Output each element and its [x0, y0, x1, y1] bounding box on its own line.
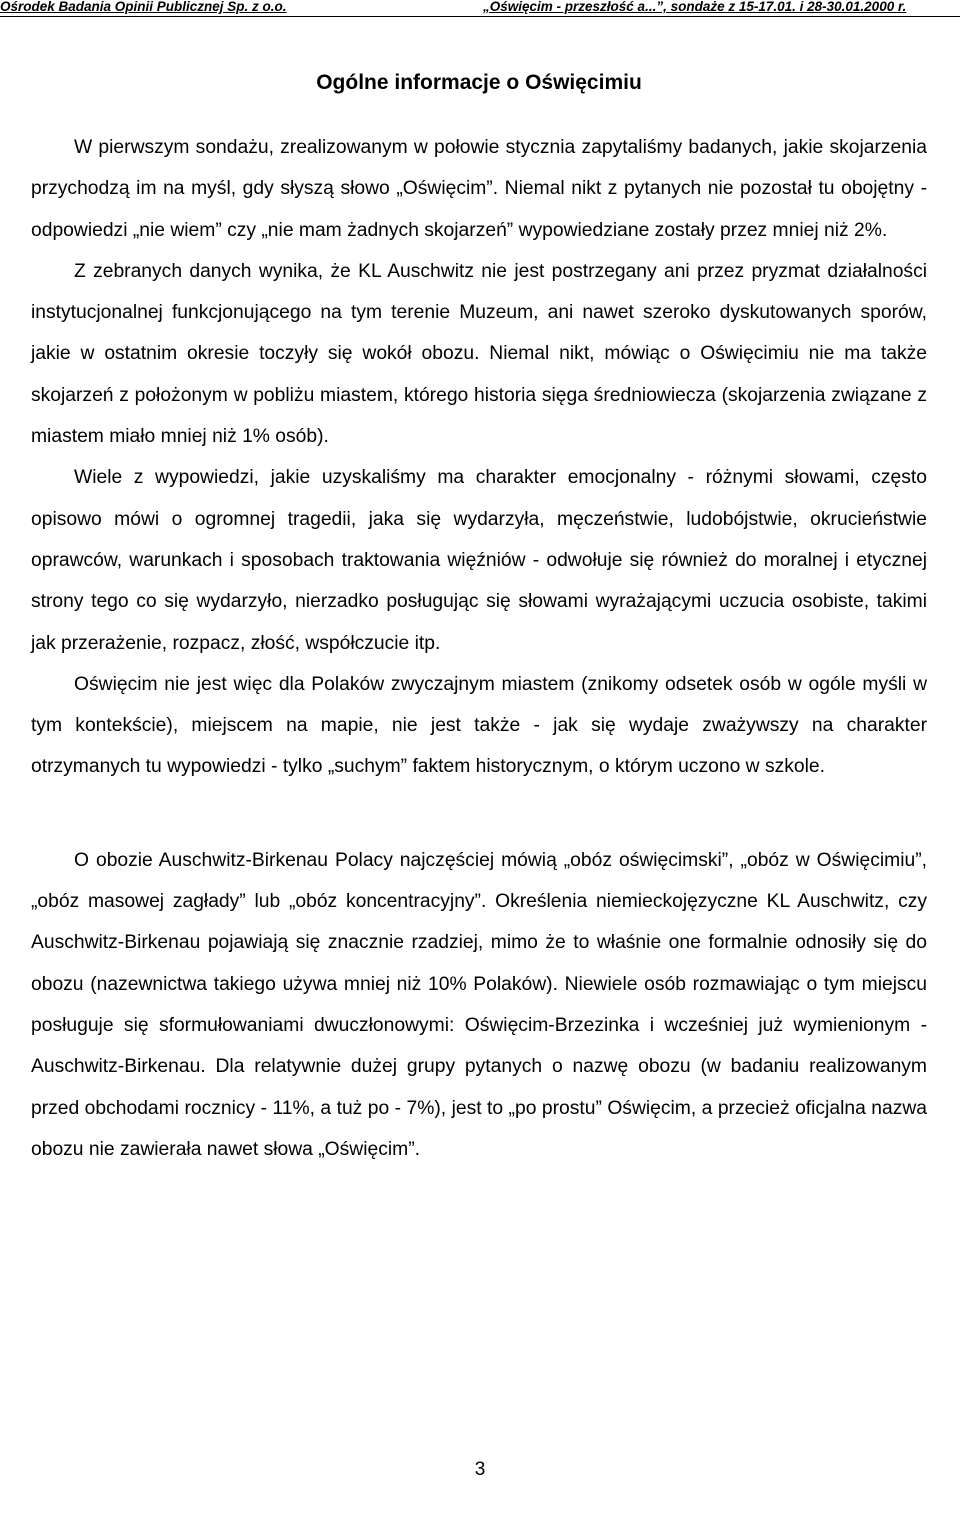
paragraph-3: Wiele z wypowiedzi, jakie uzyskaliśmy ma charakter emocjonalny - różnymi słowami, często opisowo mówi o ogromnej tragedii, jaka się wydarzyła, męczeństwie, ludobójstwie, okrucieństwie oprawców, warunkach i sposobach traktowania więźniów - odwołuje się również do moralnej i etycznej strony tego co się wydarzyło, nierzadko posługując się słowami wyrażającymi uczucia osobiste, takimi jak przerażenie, rozpacz, złość, współczucie itp. — [31, 467, 927, 654]
header-report-title: „Oświęcim - przeszłość a...”, sondaże z 15-17.01. i 28-30.01.2000 r. — [483, 0, 907, 14]
paragraph-5: O obozie Auschwitz-Birkenau Polacy najczęściej mówią „obóz oświęcimski”, „obóz w Oświęcimiu”, „obóz masowej zagłady” lub „obóz koncentracyjny”. Określenia niemieckojęzyczne KL Auschwitz, czy Auschwitz-Birkenau pojawiają się znacznie rzadziej, mimo że to właśnie one formalnie odnosiły się do obozu (nazewnictwa takiego używa mniej niż 10% Polaków). Niewiele osób rozmawiając o tym miejscu posługuje się sformułowaniami dwuczłonowymi: Oświęcim-Brzezinka i wcześniej już wymienionym - Auschwitz-Birkenau. Dla relatywnie dużej grupy pytanych o nazwę obozu (w badaniu realizowanym przed obchodami rocznicy - 11%, a tuż po - 7%), jest to „po prostu” Oświęcim, a przecież oficjalna nazwa obozu nie zawierała nawet słowa „Oświęcim”. — [31, 849, 927, 1160]
section-title: Ogólne informacje o Oświęcimiu — [316, 71, 642, 94]
page-number: 3 — [474, 1459, 486, 1480]
document-body — [31, 66, 927, 1170]
running-header — [0, 0, 960, 17]
paragraph-2: Z zebranych danych wynika, że KL Auschwitz nie jest postrzegany ani przez pryzmat działalności instytucjonalnej funkcjonującego na tym terenie Muzeum, ani nawet szeroko dyskutowanych sporów, jakie w ostatnim okresie toczyły się wokół obozu. Niemal nikt, mówiąc o Oświęcimiu nie ma także skojarzeń z położonym w pobliżu miastem, którego historia sięga średniowiecza (skojarzenia związane z miastem miało mniej niż 1% osób). — [31, 260, 927, 448]
paragraph-1: W pierwszym sondażu, zrealizowanym w połowie stycznia zapytaliśmy badanych, jakie skojarzenia przychodzą im na myśl, gdy słyszą słowo „Oświęcim”. Niemal nikt z pytanych nie pozostał tu obojętny - odpowiedzi „nie wiem” czy „nie mam żadnych skojarzeń” wypowiedziane zostały przez mniej niż 2%. — [31, 137, 927, 241]
header-organization: Ośrodek Badania Opinii Publicznej Sp. z o.o. — [0, 0, 287, 14]
section-spacer — [31, 788, 927, 840]
paragraph-4: Oświęcim nie jest więc dla Polaków zwyczajnym miastem (znikomy odsetek osób w ogóle myśli w tym kontekście), miejscem na mapie, nie jest także - jak się wydaje zważywszy na charakter otrzymanych tu wypowiedzi - tylko „suchym” faktem historycznym, o którym uczono w szkole. — [31, 673, 927, 778]
